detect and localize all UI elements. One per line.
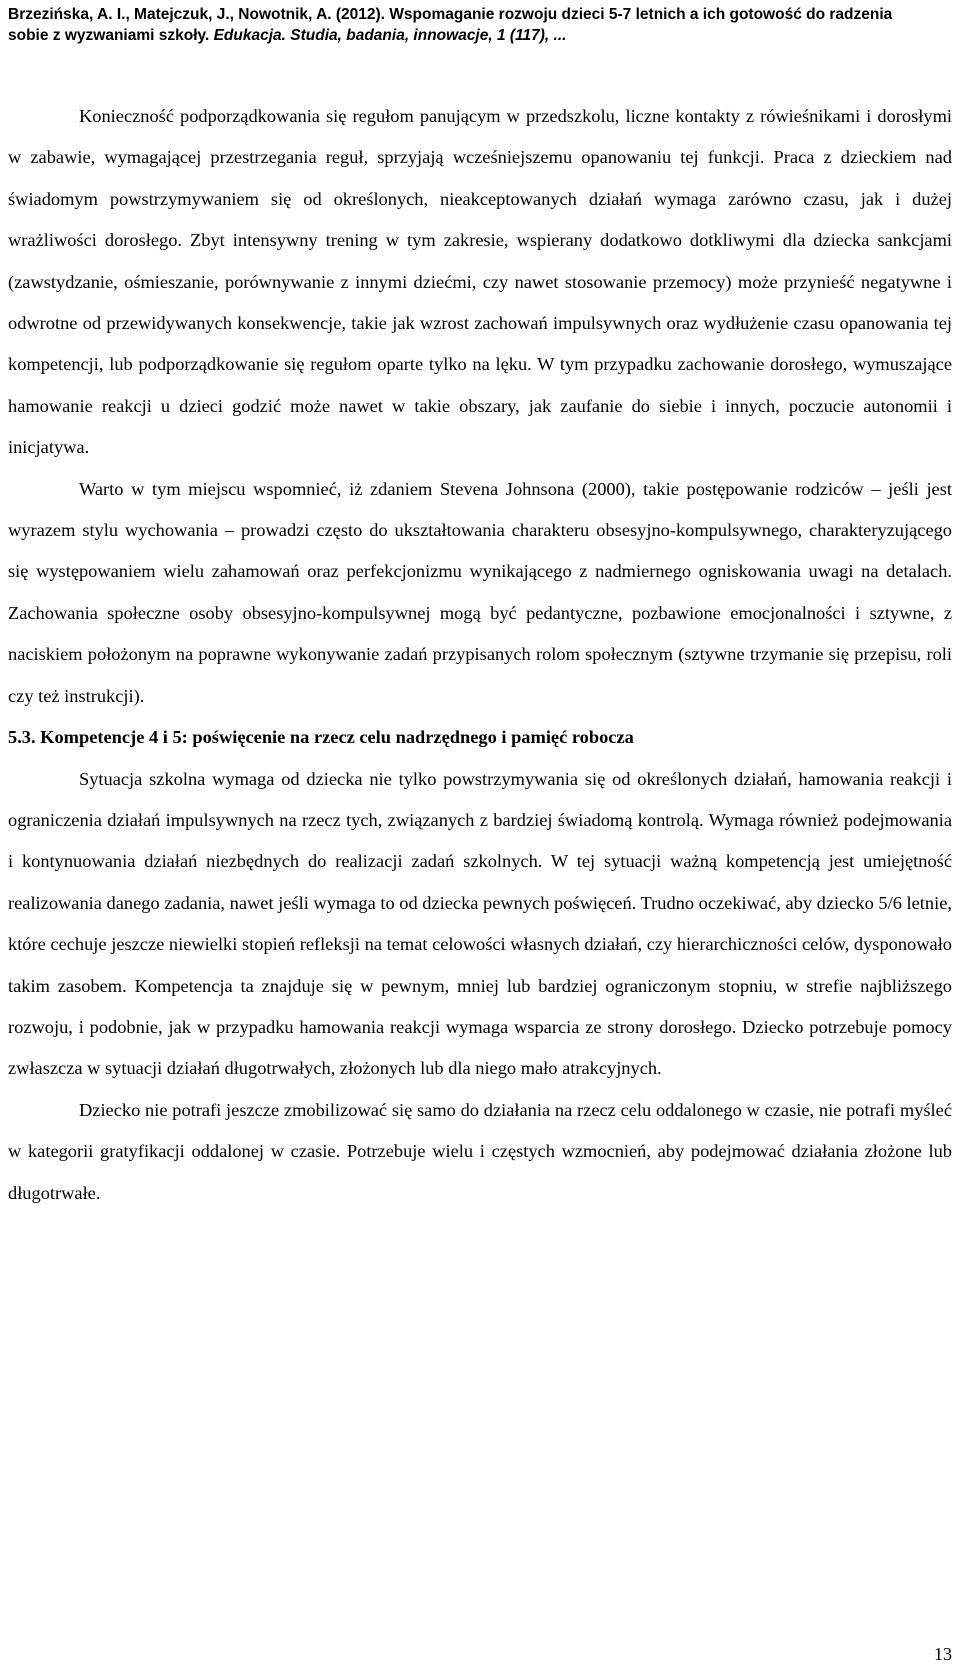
header-citation-authors-tail: sobie z wyzwaniami szkoły. [8,27,214,44]
page-number: 13 [934,1644,952,1664]
section-heading: 5.3. Kompetencje 4 i 5: poświęcenie na rzecz celu nadrzędnego i pamięć robocza [8,727,634,748]
paragraph-impulse-control: Konieczność podporządkowania się regułom panującym w przedszkolu, liczne kontakty z rówieśnikami i dorosłymi w zabawie, wymagającej przestrzegania reguł, sprzyjają wcześniejszemu opanowaniu tej funkcji. Praca z dzieckiem nad świadomym powstrzymywaniem się od określonych, nieakceptowanych działań wymaga zarówno czasu, jak i dużej wrażliwości dorosłego. Zbyt intensywny trening w tym zakresie, wspierany dodatkowo dotkliwymi dla dziecka sankcjami (zawstydzanie, ośmieszanie, porównywanie z innymi dziećmi, czy nawet stosowanie przemocy) może przynieść negatywne i odwrotne od przewidywanych konsekwencje, takie jak wzrost zachowań impulsywnych oraz wydłużenie czasu opanowania tej kompetencji, lub podporządkowanie się regułom oparte tylko na lęku. W tym przypadku zachowanie dorosłego, wymuszające hamowanie reakcji u dzieci godzić może nawet w takie obszary, jak zaufanie do siebie i innych, poczucie autonomii i inicjatywa. [8,106,952,458]
header-citation-line1: Brzezińska, A. I., Matejczuk, J., Nowotnik, A. (2012). Wspomaganie rozwoju dzieci 5-7 letnich a ich gotowość do radzenia [8,6,893,23]
paragraph-gratification: Dziecko nie potrafi jeszcze zmobilizować się samo do działania na rzecz celu oddalonego w czasie, nie potrafi myśleć w kategorii gratyfikacji oddalonej w czasie. Potrzebuje wielu i częstych wzmocnień, aby podejmować działania złożone lub długotrwałe. [8,1099,952,1203]
running-header [8,4,952,46]
paragraph-johnson: Warto w tym miejscu wspomnieć, iż zdaniem Stevena Johnsona (2000), takie postępowanie rodziców – jeśli jest wyrazem stylu wychowania – prowadzi często do ukształtowania charakteru obsesyjno-kompulsywnego, charakteryzującego się występowaniem wielu zahamowań oraz perfekcjonizmu wynikającego z nadmiernego ogniskowania uwagi na detalach. Zachowania społeczne osoby obsesyjno-kompulsywnej mogą być pedantyczne, pozbawione emocjonalności i sztywne, z naciskiem położonym na poprawne wykonywanie zadań przypisanych rolom społecznym (sztywne trzymanie się przepisu, roli czy też instrukcji). [8,478,952,706]
header-citation-line2 [8,25,952,46]
paragraph-school-situation: Sytuacja szkolna wymaga od dziecka nie tylko powstrzymywania się od określonych działań, hamowania reakcji i ograniczenia działań impulsywnych na rzecz tych, związanych z bardziej świadomą kontrolą. Wymaga również podejmowania i kontynuowania działań niezbędnych do realizacji zadań szkolnych. W tej sytuacji ważną kompetencją jest umiejętność realizowania danego zadania, nawet jeśli wymaga to od dziecka pewnych poświęceń. Trudno oczekiwać, aby dziecko 5/6 letnie, które cechuje jeszcze niewielki stopień refleksji na temat celowości własnych działań, czy hierarchiczności celów, dysponowało takim zasobem. Kompetencja ta znajduje się w pewnym, mniej lub bardziej ograniczonym stopniu, w strefie najbliższego rozwoju, i podobnie, jak w przypadku hamowania reakcji wymaga wsparcia ze strony dorosłego. Dziecko potrzebuje pomocy zwłaszcza w sytuacji działań długotrwałych, złożonych lub dla niego mało atrakcyjnych. [8,768,952,1079]
page-body [8,96,952,1214]
header-journal: Edukacja. Studia, badania, innowacje, 1 (117), ... [213,27,567,44]
